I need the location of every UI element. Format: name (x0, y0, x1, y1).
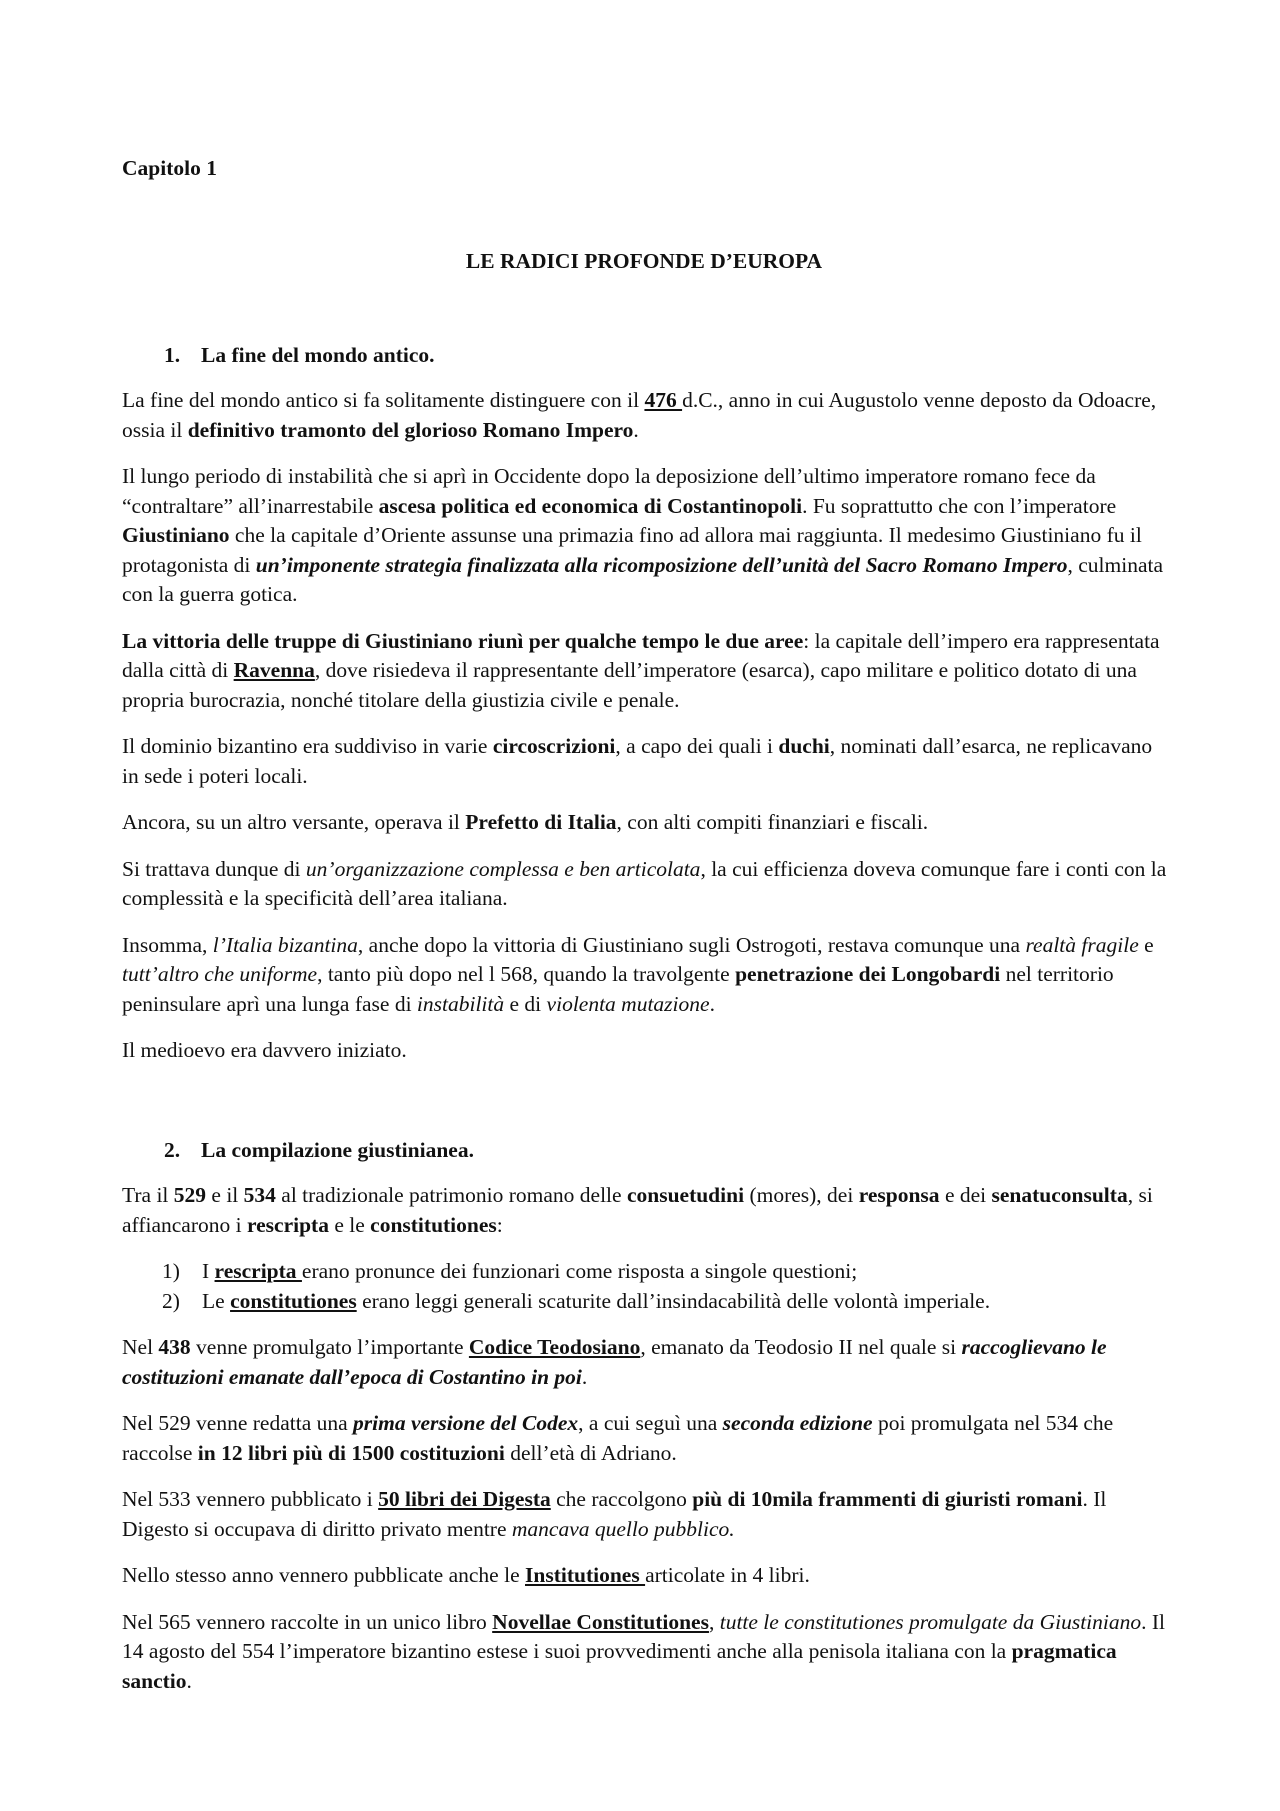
section-1-number: 1. (164, 343, 181, 367)
paragraph: La vittoria delle truppe di Giustiniano riunì per qualche tempo le due aree: la capitale dell’impero era rappresentata dalla città di Ravenna, dove risiedeva il rappresentante dell’imperatore (esarca), capo militare e politico dotato di una propria burocrazia, nonché titolare della giustizia civile e penale. (122, 628, 1160, 712)
list-item: 1) I rescripta erano pronunce dei funzionari come risposta a singole questioni; (122, 1257, 1172, 1287)
list-item: 2) Le constitutiones erano leggi generali scaturite dall’insindacabilità delle volontà imperiale. (122, 1287, 1172, 1317)
section-1-body (122, 386, 1172, 1083)
numbered-list (122, 1257, 1172, 1316)
section-2-number: 2. (164, 1138, 181, 1162)
paragraph: Tra il 529 e il 534 al tradizionale patrimonio romano delle consuetudini (mores), dei responsa e dei senatuconsulta, si affiancarono i rescripta e le constitutiones: (122, 1183, 1153, 1237)
paragraph: Nello stesso anno vennero pubblicate anche le Institutiones articolate in 4 libri. (122, 1563, 810, 1587)
list-marker: 2) (162, 1288, 180, 1313)
paragraph: Il medioevo era davvero iniziato. (122, 1038, 407, 1062)
paragraph: Ancora, su un altro versante, operava il Prefetto di Italia, con alti compiti finanziari e fiscali. (122, 810, 929, 834)
paragraph: Il lungo periodo di instabilità che si aprì in Occidente dopo la deposizione dell’ultimo imperatore romano fece da “contraltare” all’inarrestabile ascesa politica ed economica di Costantinopoli. Fu soprattutto che con l’imperatore Giustiniano che la capitale d’Oriente assunse una primazia fino ad allora mai raggiunta. Il medesimo Giustiniano fu il protagonista di un’imponente strategia finalizzata alla ricomposizione dell’unità del Sacro Romano Impero, culminata con la guerra gotica. (122, 464, 1164, 606)
section-2-title: La compilazione giustinianea. (201, 1138, 474, 1162)
section-1-title: La fine del mondo antico. (201, 343, 435, 367)
paragraph: Nel 533 vennero pubblicato i 50 libri dei Digesta che raccolgono più di 10mila frammenti di giuristi romani. Il Digesto si occupava di diritto privato mentre mancava quello pubblico. (122, 1487, 1107, 1541)
paragraph: Nel 529 venne redatta una prima versione del Codex, a cui seguì una seconda edizione poi promulgata nel 534 che raccolse in 12 libri più di 1500 costituzioni dell’età di Adriano. (122, 1411, 1114, 1465)
paragraph: Nel 565 vennero raccolte in un unico libro Novellae Constitutiones, tutte le constitutiones promulgate da Giustiniano. Il 14 agosto del 554 l’imperatore bizantino estese i suoi provvedimenti anche alla penisola italiana con la pragmatica sanctio. (122, 1609, 1166, 1693)
chapter-label: Capitolo 1 (122, 156, 217, 180)
paragraph: Insomma, l’Italia bizantina, anche dopo la vittoria di Giustiniano sugli Ostrogoti, restava comunque una realtà fragile e tutt’altro che uniforme, tanto più dopo nel l 568, quando la travolgente penetrazione dei Longobardi nel territorio peninsulare aprì una lunga fase di instabilità e di violenta mutazione. (122, 932, 1154, 1016)
paragraph: Nel 438 venne promulgato l’importante Codice Teodosiano, emanato da Teodosio II nel quale si raccoglievano le costituzioni emanate dall’epoca di Costantino in poi. (122, 1335, 1107, 1389)
paragraph: La fine del mondo antico si fa solitamente distinguere con il 476 d.C., anno in cui Augustolo venne deposto da Odoacre, ossia il definitivo tramonto del glorioso Romano Impero. (122, 388, 1157, 442)
paragraph: Il dominio bizantino era suddiviso in varie circoscrizioni, a capo dei quali i duchi, nominati dall’esarca, ne replicavano in sede i poteri locali. (122, 734, 1153, 788)
section-2-heading (164, 1136, 474, 1166)
paragraph: Si trattava dunque di un’organizzazione complessa e ben articolata, la cui efficienza doveva comunque fare i conti con la complessità e la specificità dell’area italiana. (122, 856, 1167, 910)
list-marker: 1) (162, 1259, 180, 1283)
section-2-body (122, 1181, 1172, 1713)
section-1-heading (164, 341, 435, 371)
document-title: LE RADICI PROFONDE D’EUROPA (465, 249, 823, 273)
